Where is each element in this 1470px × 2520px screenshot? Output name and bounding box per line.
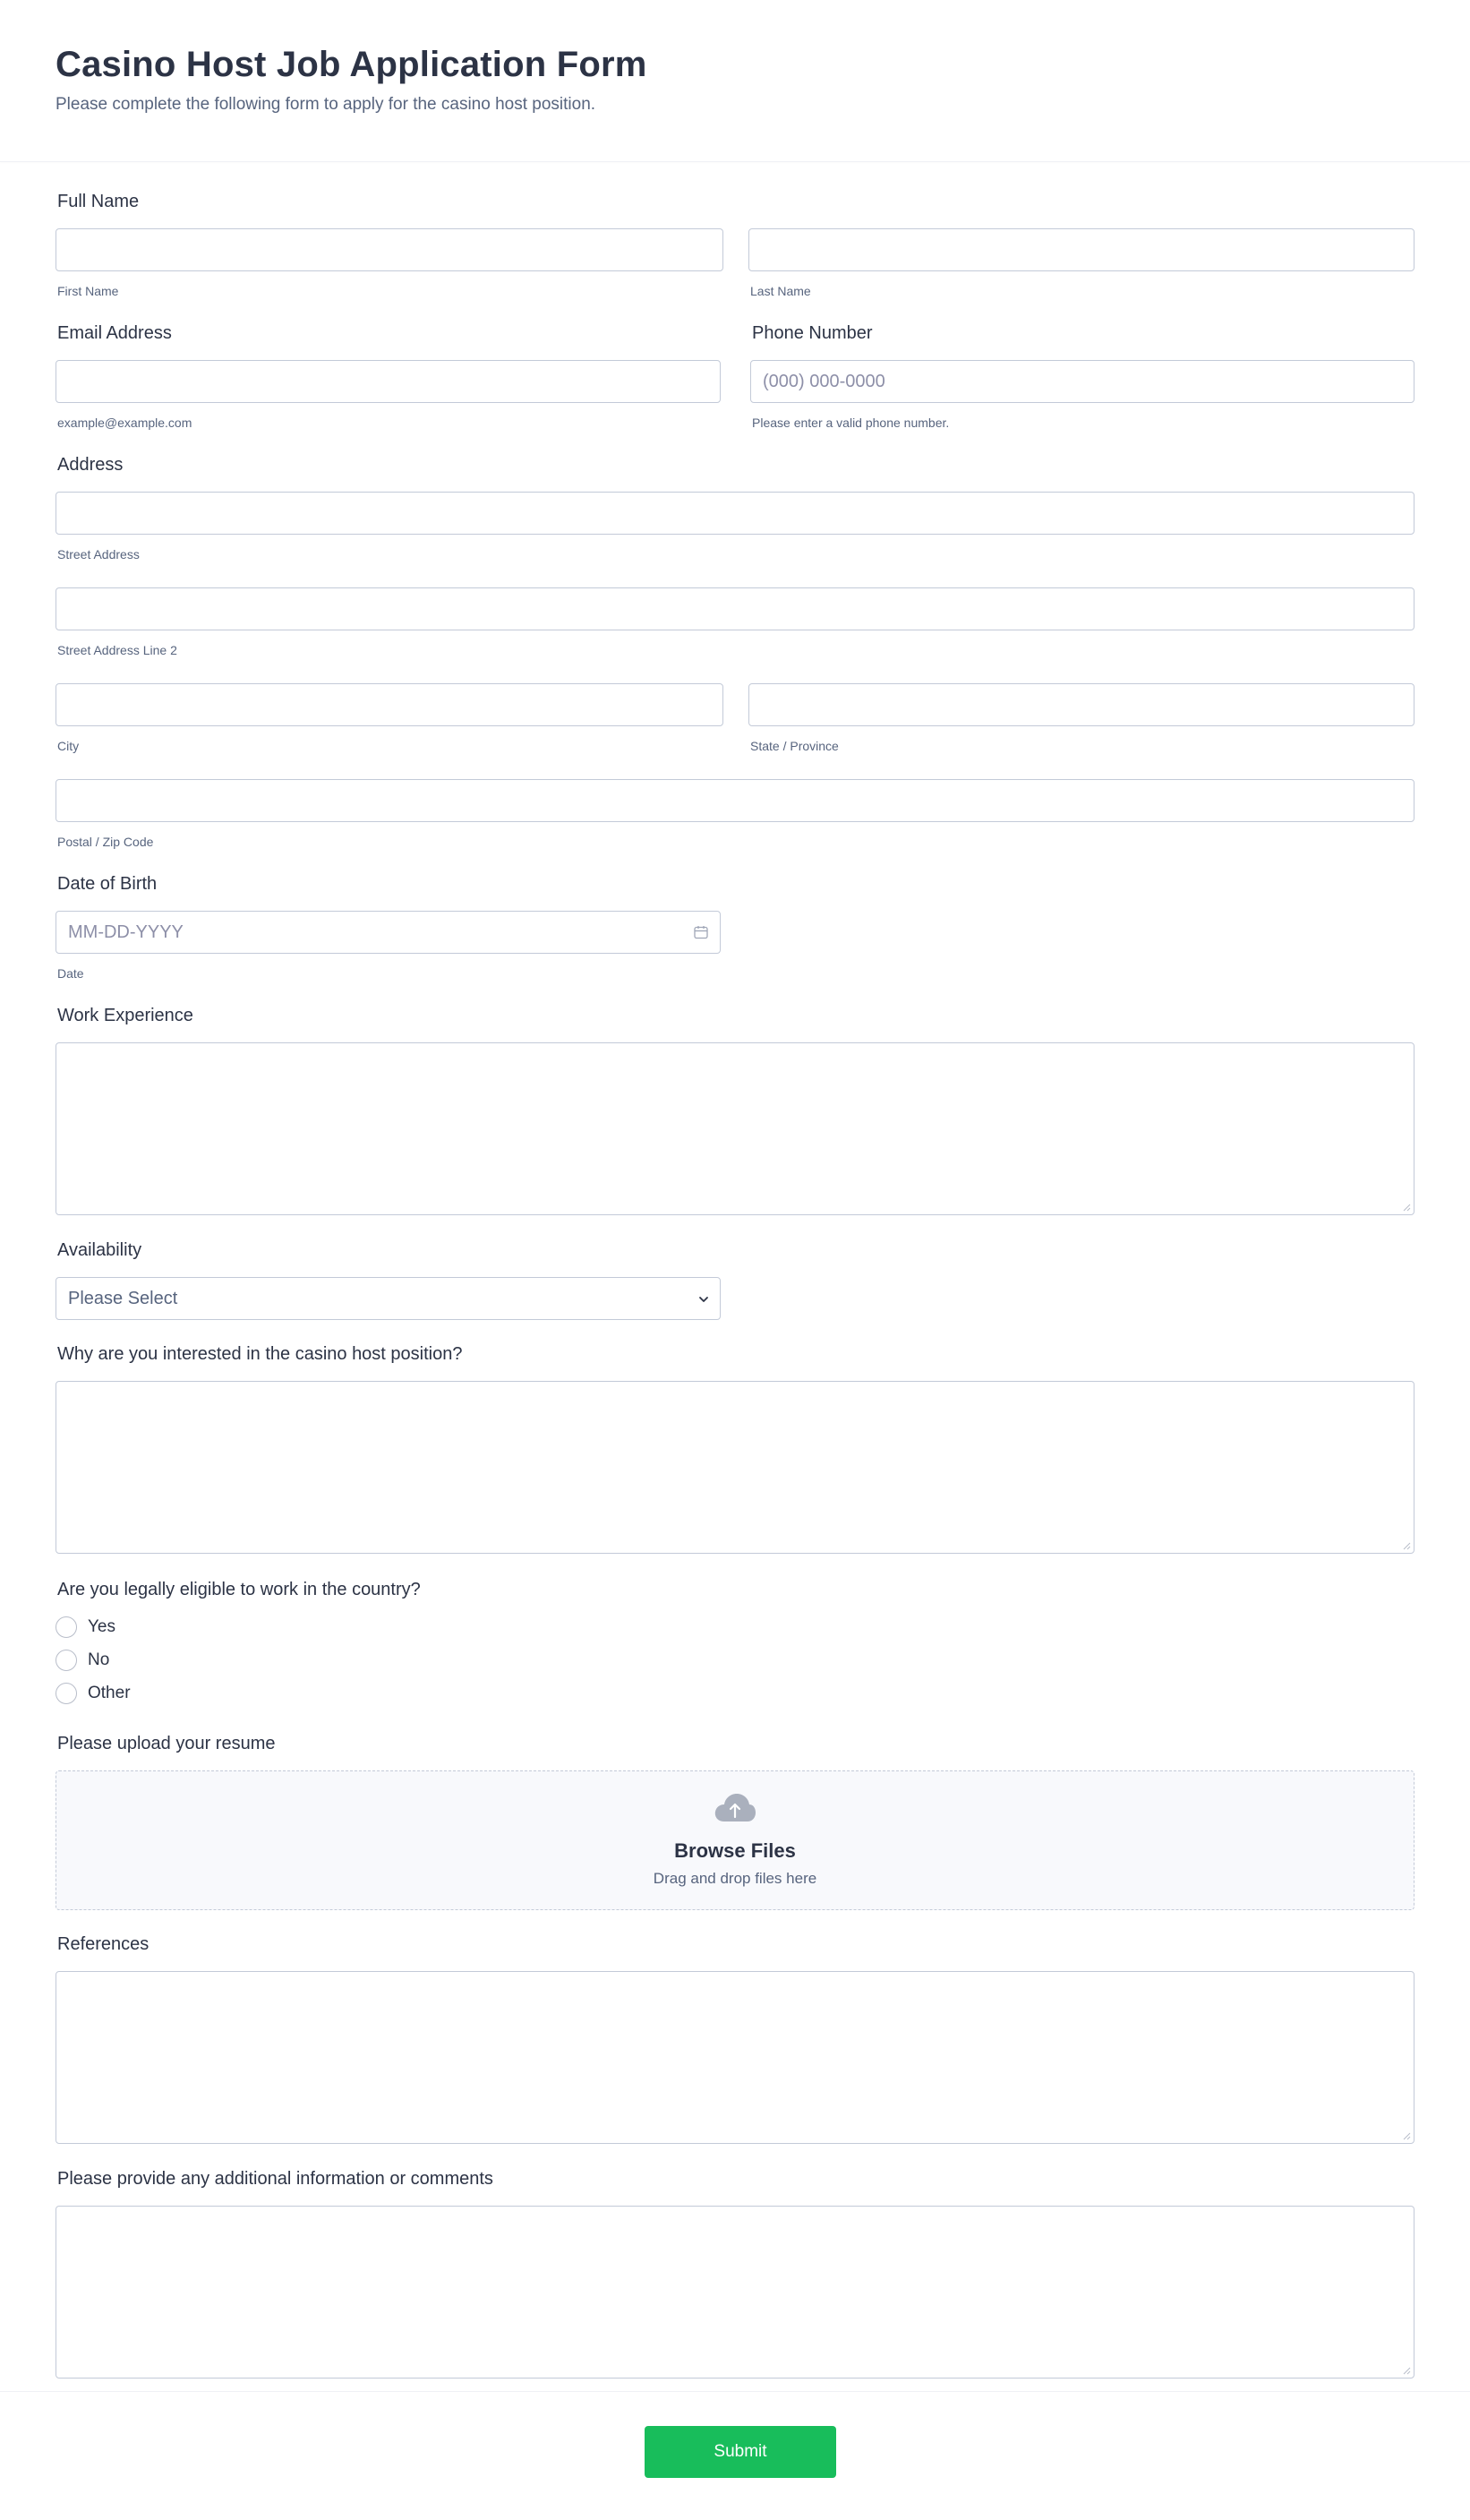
interest-textarea[interactable] (56, 1381, 1414, 1554)
city-input[interactable] (56, 683, 723, 726)
references-label: References (57, 1934, 150, 1954)
full-name-label: Full Name (57, 192, 140, 211)
city-sublabel: City (57, 739, 80, 753)
email-input[interactable] (56, 360, 721, 403)
availability-selected-value: Please Select (68, 1289, 178, 1308)
street-address-sublabel: Street Address (57, 547, 140, 561)
availability-select[interactable] (56, 1277, 721, 1320)
drag-drop-hint: Drag and drop files here (653, 1870, 817, 1887)
phone-sublabel: Please enter a valid phone number. (752, 416, 950, 430)
last-name-sublabel: Last Name (750, 284, 811, 298)
browse-files-button[interactable]: Browse Files (674, 1839, 796, 1862)
street-address-line2-sublabel: Street Address Line 2 (57, 643, 177, 657)
availability-label: Availability (57, 1240, 142, 1260)
dob-label: Date of Birth (57, 874, 158, 894)
email-sublabel: example@example.com (57, 416, 192, 430)
email-label: Email Address (57, 323, 172, 343)
submit-button[interactable]: Submit (645, 2426, 836, 2478)
work-experience-textarea[interactable] (56, 1042, 1414, 1215)
eligibility-radio-no[interactable] (56, 1650, 77, 1671)
state-input[interactable] (748, 683, 1414, 726)
form-subtitle: Please complete the following form to apply for the casino host position. (56, 95, 596, 114)
state-sublabel: State / Province (750, 739, 839, 753)
phone-input[interactable] (750, 360, 1414, 403)
first-name-input[interactable] (56, 228, 723, 271)
form-header (0, 0, 1470, 162)
resume-label: Please upload your resume (57, 1734, 276, 1753)
dob-input[interactable] (56, 911, 721, 954)
zip-input[interactable] (56, 779, 1414, 822)
references-textarea[interactable] (56, 1971, 1414, 2144)
chevron-down-icon (697, 1292, 711, 1307)
zip-sublabel: Postal / Zip Code (57, 835, 154, 849)
resize-handle-icon[interactable] (1402, 2366, 1411, 2375)
phone-label: Phone Number (752, 323, 873, 343)
form-title: Casino Host Job Application Form (56, 45, 647, 84)
additional-info-label: Please provide any additional information or comments (57, 2169, 493, 2189)
eligibility-option-yes-label[interactable]: Yes (88, 1617, 115, 1636)
first-name-sublabel: First Name (57, 284, 119, 298)
dob-placeholder: MM-DD-YYYY (68, 922, 184, 942)
street-address-input[interactable] (56, 492, 1414, 535)
address-label: Address (57, 455, 124, 475)
resize-handle-icon[interactable] (1402, 1541, 1411, 1550)
eligibility-radio-other[interactable] (56, 1683, 77, 1704)
additional-info-textarea[interactable] (56, 2206, 1414, 2379)
cloud-upload-icon (714, 1793, 756, 1823)
resize-handle-icon[interactable] (1402, 1203, 1411, 1212)
form-footer (0, 2391, 1470, 2520)
resize-handle-icon[interactable] (1402, 2131, 1411, 2140)
last-name-input[interactable] (748, 228, 1414, 271)
eligibility-radio-yes[interactable] (56, 1616, 77, 1638)
street-address-line2-input[interactable] (56, 587, 1414, 630)
calendar-icon[interactable] (693, 924, 709, 940)
dob-sublabel: Date (57, 966, 84, 981)
work-experience-label: Work Experience (57, 1006, 193, 1025)
eligibility-label: Are you legally eligible to work in the country? (57, 1580, 421, 1599)
phone-placeholder: (000) 000-0000 (763, 372, 885, 391)
interest-label: Why are you interested in the casino host position? (57, 1344, 463, 1364)
eligibility-option-no-label[interactable]: No (88, 1650, 110, 1669)
eligibility-option-other-label[interactable]: Other (88, 1684, 131, 1702)
resume-dropzone[interactable] (56, 1770, 1414, 1910)
